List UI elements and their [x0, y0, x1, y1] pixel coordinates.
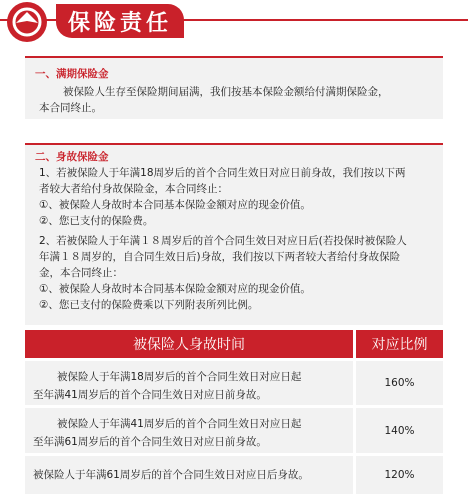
table-row — [25, 361, 443, 405]
table-cell-time — [25, 456, 353, 494]
section-title: 一、满期保险金 — [35, 68, 109, 80]
cell-line: 被保险人于年满18周岁后的首个合同生效日对应日起 — [57, 371, 302, 383]
page-title: 保险责任 — [56, 4, 184, 38]
paragraph-line: ①、被保险人身故时本合同基本保险金额对应的现金价值。 — [39, 283, 311, 295]
table-cell-ratio: 120% — [356, 456, 443, 494]
paragraph-line: 者较大者给付身故保险金，本合同终止： — [39, 183, 228, 195]
death-benefit-ratio-table — [25, 330, 443, 494]
section-maturity-benefit — [25, 56, 443, 119]
table-cell-time — [25, 361, 353, 405]
paragraph-line: ②、您已支付的保险费乘以下列附表所列比例。 — [39, 299, 259, 311]
table-cell-ratio: 160% — [356, 361, 443, 405]
paragraph-line: 金，本合同终止： — [39, 267, 123, 279]
paragraph-line: 年满１８周岁的，自合同生效日后)身故，我们按以下两者较大者给付身故保险 — [39, 251, 401, 263]
section-death-benefit — [25, 143, 443, 325]
brand-logo-icon — [7, 2, 47, 42]
section-title: 二、身故保险金 — [35, 151, 109, 163]
table-header-ratio: 对应比例 — [356, 330, 443, 358]
cell-line: 被保险人于年满61周岁后的首个合同生效日对应日后身故。 — [33, 469, 309, 481]
paragraph-line: 本合同终止。 — [39, 102, 102, 114]
cell-line: 至年满61周岁后的首个合同生效日对应日前身故。 — [33, 436, 267, 448]
table-cell-time — [25, 408, 353, 453]
cell-line: 至年满41周岁后的首个合同生效日对应日前身故。 — [33, 389, 267, 401]
table-row — [25, 456, 443, 494]
paragraph-line: 被保险人生存至保险期间届满，我们按基本保险金额给付满期保险金， — [63, 86, 389, 98]
paragraph-line: ②、您已支付的保险费。 — [39, 215, 154, 227]
table-row — [25, 408, 443, 453]
paragraph-line: 2、若被保险人于年满１８周岁后的首个合同生效日对应日后(若投保时被保险人 — [39, 235, 407, 247]
paragraph-line: ①、被保险人身故时本合同基本保险金额对应的现金价值。 — [39, 199, 311, 211]
header — [0, 0, 468, 44]
table-cell-ratio: 140% — [356, 408, 443, 453]
table-header-time: 被保险人身故时间 — [25, 330, 353, 358]
paragraph-line: 1、若被保险人于年满18周岁后的首个合同生效日对应日前身故，我们按以下两 — [39, 167, 406, 179]
cell-line: 被保险人于年满41周岁后的首个合同生效日对应日起 — [57, 418, 302, 430]
